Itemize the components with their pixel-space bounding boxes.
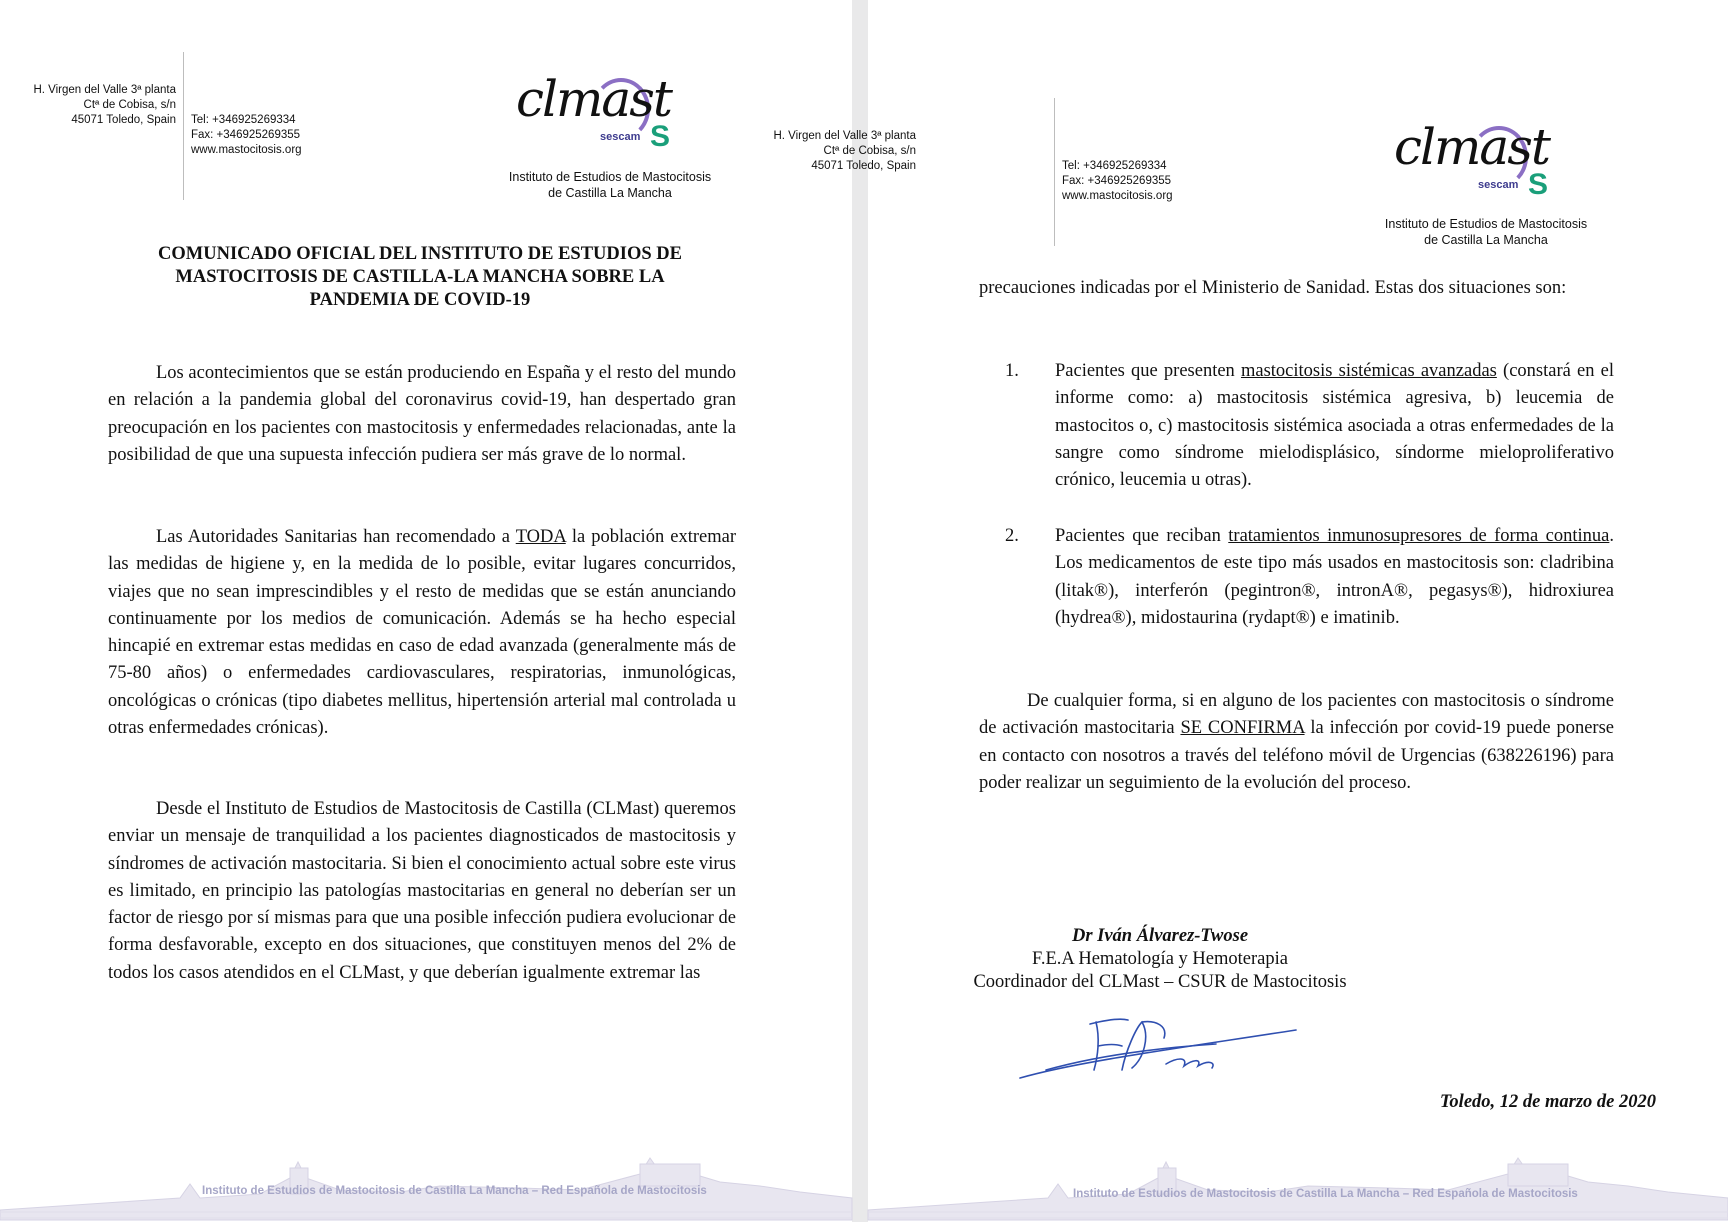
list-item-2: 2. Pacientes que reciban tratamientos inmunosupresores de forma continua. Los medicamentos de este tipo más usados en mastocitosis son: cladribina (litak®), interferón (pegintron®, intronA®, pegasys®), hidroxiurea (hydrea®), midostaurina (rydapt®) e imatinib. <box>1005 526 1614 628</box>
logo-sescam: sescam <box>1478 179 1519 191</box>
letterhead-address <box>773 129 916 174</box>
clmast-logo <box>512 62 712 162</box>
list-item-1: 1. Pacientes que presenten mastocitosis sistémicas avanzadas (constará en el informe como: a) mastocitosis sistémica agresiva, b) leucemia de mastocitos o, c) mastocitosis sistémica asociada a otras enfermedades de la sangre como síndrome mielodisplásico, síndorme mieloproliferativo crónico, leucemia u otras). <box>1005 361 1614 491</box>
letterhead-address <box>33 83 176 128</box>
paragraph-contact: De cualquier forma, si en alguno de los pacientes con mastocitosis o síndrome de activación mastocitaria SE CONFIRMA la infección por covid-19 puede ponerse en contacto con nosotros a través del teléfono móvil de Urgencias (638226196) para poder realizar un seguimiento de la evolución del proceso. <box>979 691 1614 793</box>
emphasis-toda: TODA <box>515 527 566 547</box>
website-link: www.mastocitosis.org <box>191 144 302 156</box>
address-line: 45071 Toledo, Spain <box>71 114 176 126</box>
sescam-s-icon: S <box>1528 168 1549 201</box>
fax-number: Fax: +346925269355 <box>1062 175 1172 187</box>
logo-caption: Instituto de Estudios de Mastocitosis de Castilla La Mancha <box>1384 217 1588 247</box>
signature-block <box>950 925 1370 994</box>
address-line: Ctª de Cobisa, s/n <box>823 145 916 157</box>
toledo-skyline-watermark <box>0 1102 852 1222</box>
address-line: Ctª de Cobisa, s/n <box>83 99 176 111</box>
toledo-skyline-watermark <box>868 1102 1728 1222</box>
emphasis-advanced-mastocytosis: mastocitosis sistémicas avanzadas <box>1240 361 1497 381</box>
fax-number: Fax: +346925269355 <box>191 129 301 141</box>
document-title: COMUNICADO OFICIAL DEL INSTITUTO DE ESTUDIOS DE MASTOCITOSIS DE CASTILLA-LA MANCHA SOBRE LA PANDEMIA DE COVID-19 <box>158 244 682 310</box>
logo-sescam: sescam <box>600 131 641 143</box>
clmast-logo <box>1390 110 1590 210</box>
letterhead-divider <box>1054 98 1055 246</box>
address-line: 45071 Toledo, Spain <box>811 160 916 172</box>
paragraph-intro: precauciones indicadas por el Ministerio de Sanidad. Estas dos situaciones son: <box>979 278 1567 298</box>
sescam-s-icon: S <box>650 120 671 153</box>
letterhead-contact <box>191 113 302 158</box>
website-link: www.mastocitosis.org <box>1062 190 1173 202</box>
signatory-role: Coordinador del CLMast – CSUR de Mastocitosis <box>973 972 1347 992</box>
signatory-role: F.E.A Hematología y Hemoterapia <box>1032 949 1288 969</box>
paragraph-2: Las Autoridades Sanitarias han recomendado a TODA la población extremar las medidas de higiene y, en la medida de lo posible, evitar lugares concurridos, viajes que no sean imprescindibles y el resto de medidas que se están anunciando continuamente por los medios de comunicación. Además se ha hecho especial hincapié en extremar estas medidas en caso de edad avanzada (generalmente más de 75-80 años) o enfermedades cardiovasculares, respiratorias, inmunológicas, oncológicas o crónicas (tipo diabetes mellitus, hipertensión arterial mal controlada u otras enfermedades crónicas). <box>108 527 736 739</box>
phone-number: Tel: +346925269334 <box>191 114 296 126</box>
address-line: H. Virgen del Valle 3ª planta <box>33 84 176 96</box>
address-line: H. Virgen del Valle 3ª planta <box>773 130 916 142</box>
document-page-1 <box>0 0 852 1222</box>
paragraph-1: Los acontecimientos que se están produciendo en España y el resto del mundo en relación a la pandemia global del coronavirus covid-19, han despertado gran preocupación en los pacientes con mastocitosis y enfermedades relacionadas, ante la posibilidad de que una supuesta infección pudiera ser más grave de lo normal. <box>108 363 736 465</box>
footer-text: Instituto de Estudios de Mastocitosis de Castilla La Mancha – Red Española de Mastocitosis <box>1073 1188 1578 1200</box>
emphasis-se-confirma: SE CONFIRMA <box>1180 718 1305 739</box>
signatory-name: Dr Iván Álvarez-Twose <box>1071 926 1249 946</box>
logo-caption: Instituto de Estudios de Mastocitosis de Castilla La Mancha <box>508 170 712 200</box>
emphasis-immunosuppressive-treatment: tratamientos inmunosupresores de forma continua <box>1228 526 1610 546</box>
letterhead-divider <box>183 52 184 200</box>
footer-text: Instituto de Estudios de Mastocitosis de Castilla La Mancha – Red Española de Mastocitosis <box>202 1185 707 1197</box>
handwritten-signature <box>1016 1010 1306 1082</box>
document-date: Toledo, 12 de marzo de 2020 <box>1439 1092 1656 1112</box>
logo-wordmark: clmast <box>516 70 671 128</box>
phone-number: Tel: +346925269334 <box>1062 160 1167 172</box>
document-page-2 <box>773 0 1728 1222</box>
letterhead-contact <box>1062 159 1173 204</box>
logo-wordmark: clmast <box>1394 118 1549 176</box>
paragraph-3: Desde el Instituto de Estudios de Mastocitosis de Castilla (CLMast) queremos enviar un mensaje de tranquilidad a los pacientes diagnosticados de mastocitosis y síndromes de activación mastocitaria. Si bien el conocimiento actual sobre este virus es limitado, en principio las patologías mastocitarias en general no deberían ser un factor de riesgo por sí mismas para que una posible infección pudiera evolucionar de forma desfavorable, excepto en dos situaciones, que constituyen menos del 2% de todos los casos atendidos en el CLMast, y que deberían igualmente extremar las <box>108 799 736 983</box>
